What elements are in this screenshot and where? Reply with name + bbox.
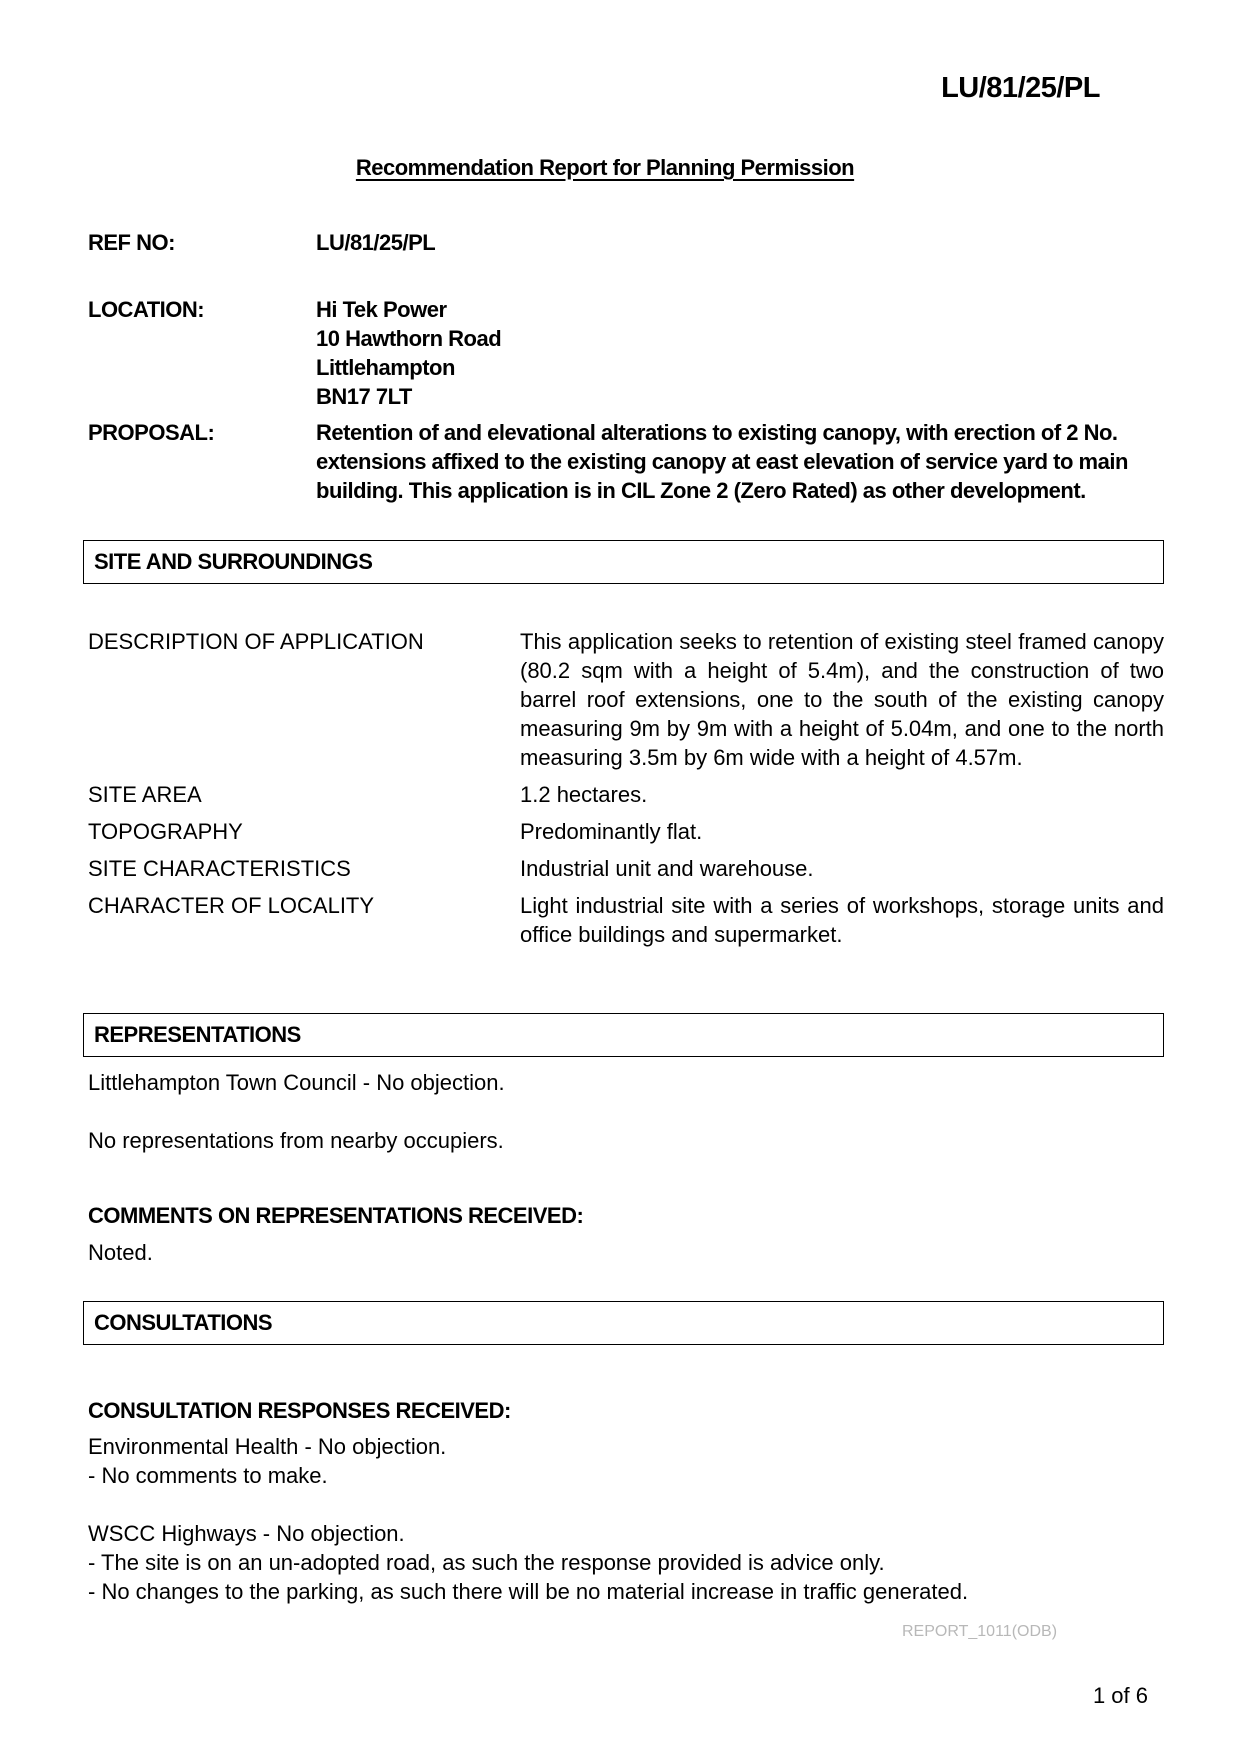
comments-on-representations-body: Noted. [88, 1240, 153, 1265]
site-detail-value: This application seeks to retention of existing steel framed canopy (80.2 sqm with a height of 5.4m), and the construction of two barrel roof extensions, one to the south of the existing canopy measuring 9m by 9m with a height of 5.04m, and one to the north measuring 3.5m by 6m wide with a height of 4.57m. [520, 629, 1164, 770]
site-detail-row [88, 627, 1164, 772]
consultation-line: - No comments to make. [88, 1463, 328, 1488]
consultation-line: - The site is on an un-adopted road, as such the response provided is advice only. [88, 1550, 885, 1575]
page-number: 1 of 6 [1092, 1683, 1148, 1708]
location-label: LOCATION: [88, 297, 205, 322]
ref-no-label: REF NO: [88, 230, 175, 255]
site-detail-label: CHARACTER OF LOCALITY [88, 893, 375, 918]
report-code-footer: REPORT_1011(ODB) [902, 1623, 1058, 1640]
document-reference-header: LU/81/25/PL [941, 72, 1100, 104]
location-line: Littlehampton [316, 355, 455, 380]
site-detail-label: SITE CHARACTERISTICS [88, 856, 351, 881]
section-heading-site-and-surroundings: SITE AND SURROUNDINGS [83, 540, 1164, 584]
location-line: Hi Tek Power [316, 297, 447, 322]
report-title [0, 153, 1210, 182]
location-line: 10 Hawthorn Road [316, 326, 502, 351]
consultation-responses-heading: CONSULTATION RESPONSES RECEIVED: [88, 1398, 511, 1423]
comments-on-representations-heading: COMMENTS ON REPRESENTATIONS RECEIVED: [88, 1203, 584, 1228]
site-details-table [88, 627, 1164, 957]
representation-occupiers: No representations from nearby occupiers. [88, 1128, 504, 1153]
location-line: BN17 7LT [316, 384, 412, 409]
representation-town-council: Littlehampton Town Council - No objection. [88, 1070, 505, 1095]
site-detail-value: 1.2 hectares. [520, 782, 648, 807]
site-detail-value: Predominantly flat. [520, 819, 703, 844]
site-detail-label: TOPOGRAPHY [88, 819, 243, 844]
site-detail-row [88, 817, 1164, 846]
proposal-label: PROPOSAL: [88, 420, 215, 445]
site-detail-label: DESCRIPTION OF APPLICATION [88, 629, 424, 654]
consultation-environmental-health [88, 1432, 1164, 1490]
site-detail-value: Industrial unit and warehouse. [520, 856, 814, 881]
proposal-value: Retention of and elevational alterations to existing canopy, with erection of 2 No. extensions affixed to the existing canopy at east elevation of service yard to main building. This application is in CIL Zone 2 (Zero Rated) as other development. [316, 420, 1128, 503]
site-detail-label: SITE AREA [88, 782, 202, 807]
site-detail-value: Light industrial site with a series of workshops, storage units and office buildings and supermarket. [520, 893, 1164, 947]
consultation-wscc-highways [88, 1519, 1164, 1606]
section-heading-representations: REPRESENTATIONS [83, 1013, 1164, 1057]
ref-no-value: LU/81/25/PL [316, 230, 436, 255]
report-title-text: Recommendation Report for Planning Permission [355, 155, 855, 180]
consultation-line: WSCC Highways - No objection. [88, 1521, 405, 1546]
consultation-line: Environmental Health - No objection. [88, 1434, 447, 1459]
section-heading-consultations: CONSULTATIONS [83, 1301, 1164, 1345]
site-detail-row [88, 891, 1164, 949]
site-detail-row [88, 854, 1164, 883]
consultation-line: - No changes to the parking, as such there will be no material increase in traffic generated. [88, 1579, 969, 1604]
site-detail-row [88, 780, 1164, 809]
location-address [316, 295, 501, 411]
